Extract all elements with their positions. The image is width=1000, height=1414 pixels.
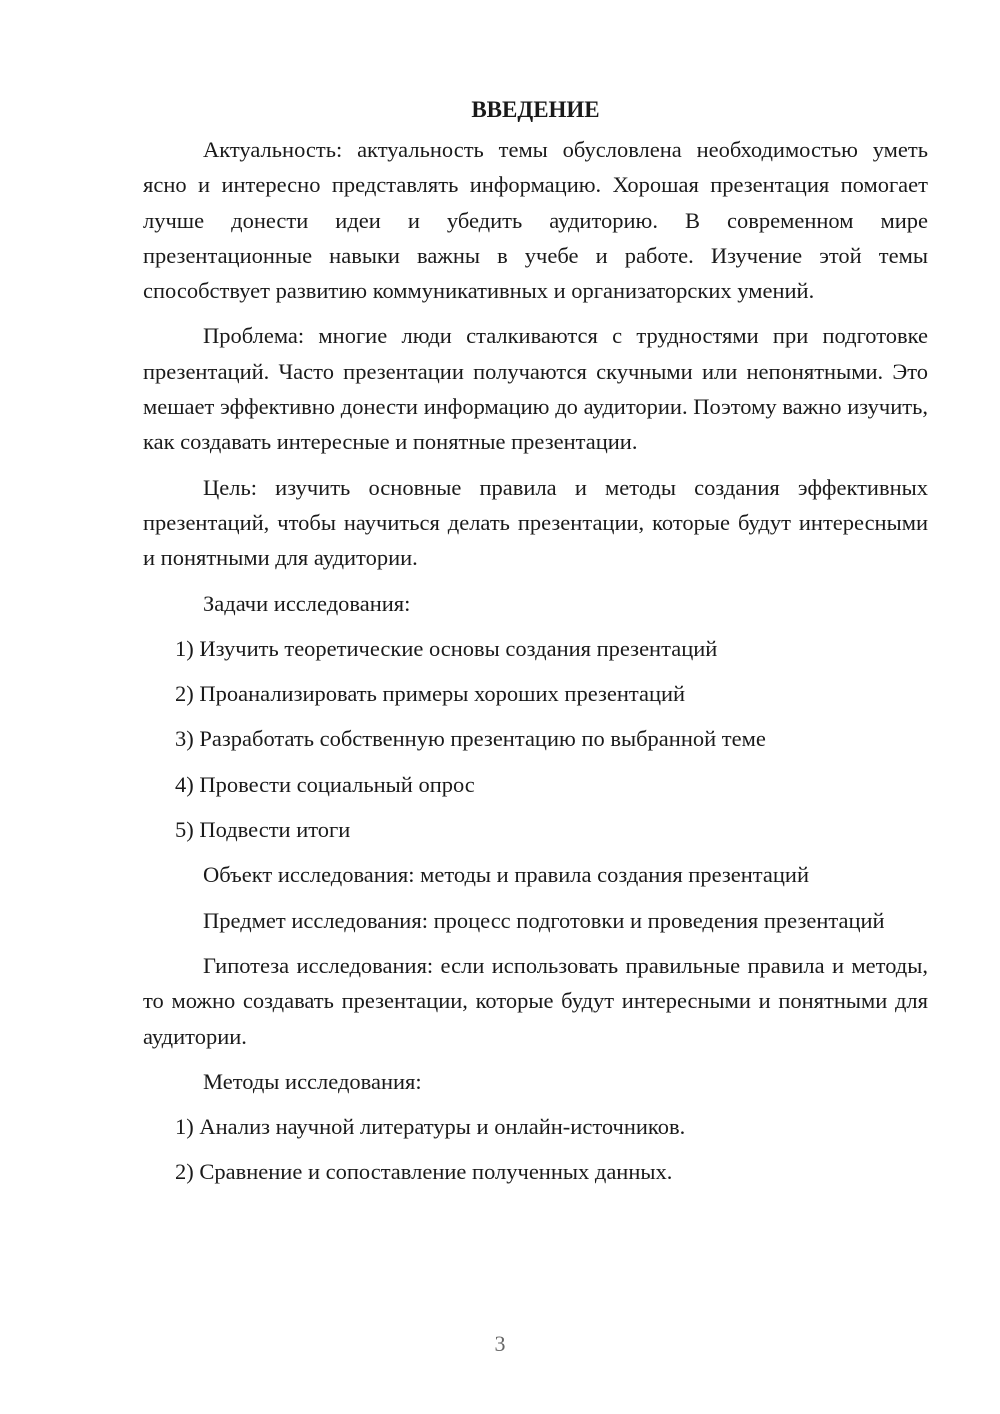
tasks-list (143, 631, 928, 847)
page-number: 3 (494, 1331, 506, 1356)
methods-title: Методы исследования: (203, 1068, 422, 1094)
relevance-paragraph: Актуальность: актуальность темы обусловлена необходимостью уметь ясно и интересно представлять информацию. Хорошая презентация помогает лучше донести идеи и убедить аудиторию. В современном мире презентационные навыки важны в учебе и работе. Изучение этой темы способствует развитию коммуникативных и организаторских умений. (143, 137, 928, 304)
list-item: 5) Подвести итоги (175, 817, 351, 843)
tasks-title: Задачи исследования: (203, 590, 411, 616)
methods-list (143, 1109, 928, 1190)
document-page (143, 92, 928, 1200)
list-item: 3) Разработать собственную презентацию по выбранной теме (175, 726, 766, 752)
list-item: 4) Провести социальный опрос (175, 771, 475, 797)
problem-paragraph: Проблема: многие люди сталкиваются с трудностями при подготовке презентаций. Часто презентации получаются скучными или непонятными. Это мешает эффективно донести информацию до аудитории. Поэтому важно изучить, как создавать интересные и понятные презентации. (143, 323, 928, 455)
hypothesis-paragraph: Гипотеза исследования: если использовать правильные правила и методы, то можно создавать презентации, которые будут интересными и понятными для аудитории. (143, 952, 928, 1049)
list-item: 2) Проанализировать примеры хороших презентаций (175, 681, 686, 707)
subject-paragraph: Предмет исследования: процесс подготовки и проведения презентаций (203, 907, 885, 933)
list-item: 1) Анализ научной литературы и онлайн-источников. (175, 1114, 686, 1140)
page-title: ВВЕДЕНИЕ (471, 97, 600, 122)
list-item: 1) Изучить теоретические основы создания презентаций (175, 635, 718, 661)
goal-paragraph: Цель: изучить основные правила и методы создания эффективных презентаций, чтобы научиться делать презентации, которые будут интересными и понятными для аудитории. (143, 474, 928, 571)
object-paragraph: Объект исследования: методы и правила создания презентаций (203, 862, 809, 888)
list-item: 2) Сравнение и сопоставление полученных данных. (175, 1159, 673, 1185)
